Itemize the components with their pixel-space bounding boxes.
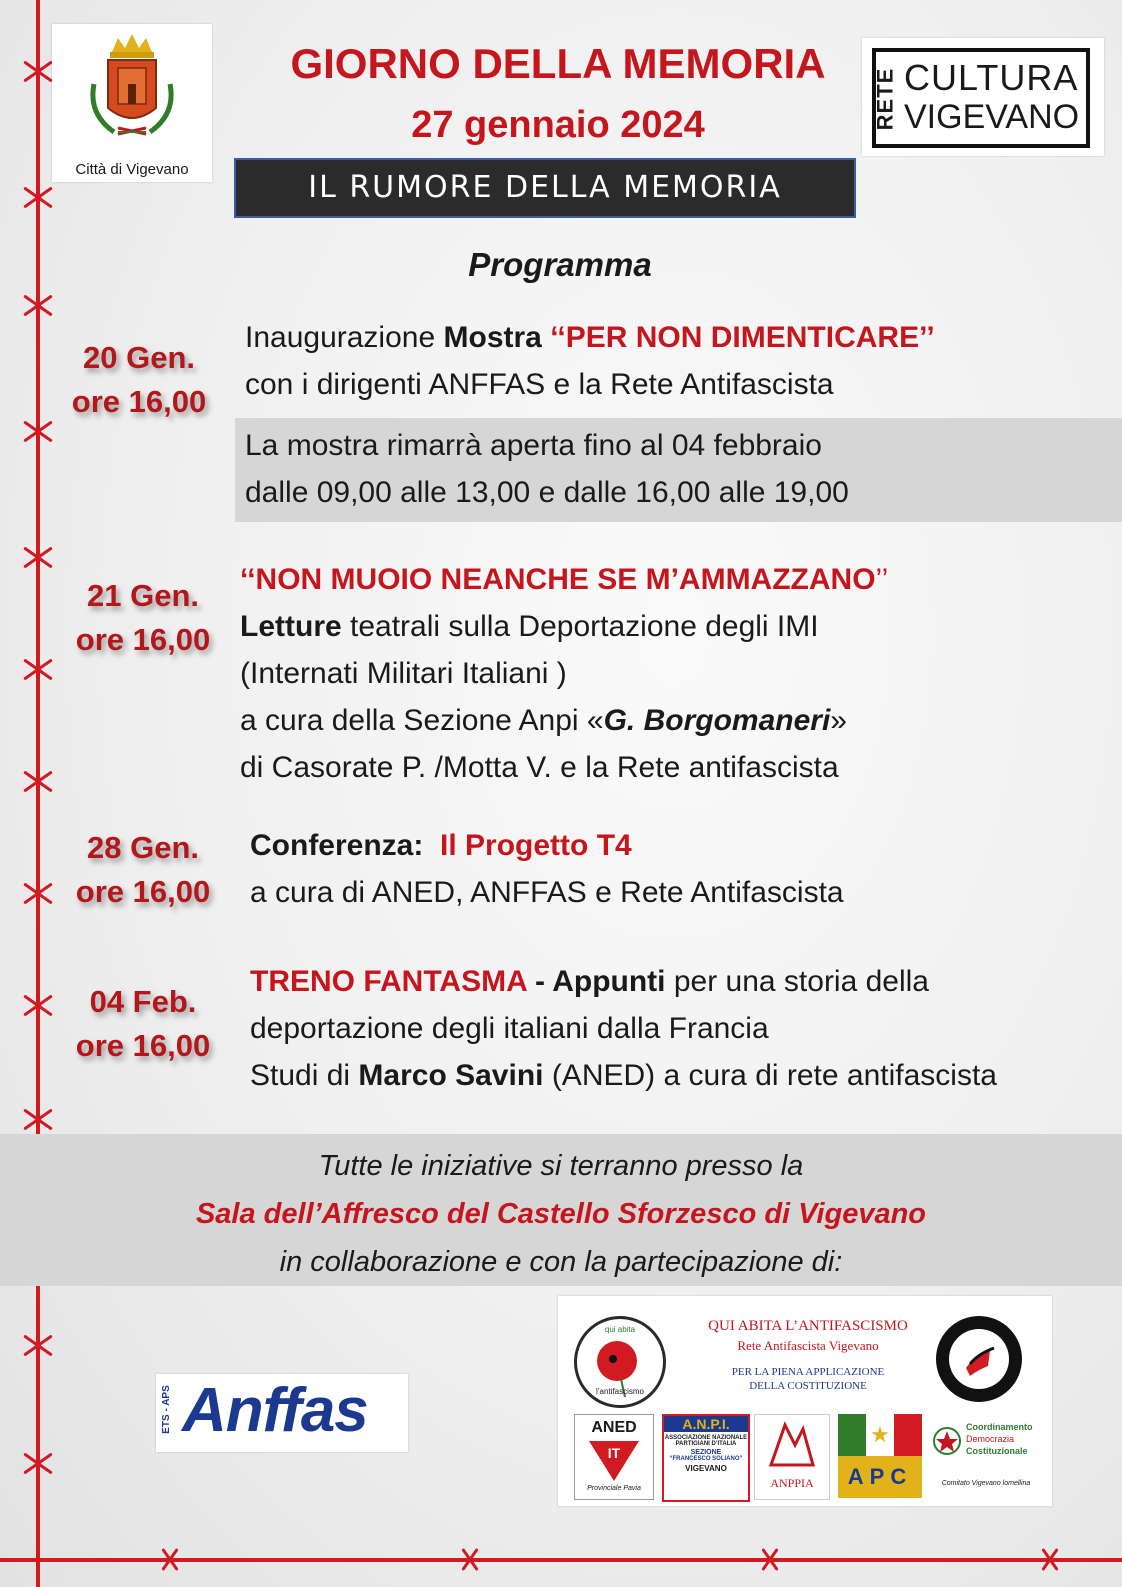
- event-2-line3: (Internati Militari Italiani ): [240, 657, 567, 690]
- event-4-line3: [250, 1052, 997, 1099]
- venue-band: [0, 1134, 1122, 1286]
- anpi-city: VIGEVANO: [685, 1464, 727, 1473]
- event-2-line4: [240, 697, 847, 744]
- event-2-title-quote: ’’: [875, 563, 889, 596]
- event-2-curator-post: »: [830, 704, 847, 737]
- event-4-line1: [250, 958, 929, 1005]
- venue-name: Sala dell’Affresco del Castello Sforzesco di Vigevano: [195, 1198, 927, 1230]
- event-3-title: Il Progetto T4: [423, 829, 632, 862]
- event-4-curator: (ANED) a cura di rete antifascista: [543, 1059, 997, 1092]
- anpi-text: A.N.P.I.: [664, 1416, 748, 1432]
- event-2-curator-name: G. Borgomaneri: [603, 704, 831, 737]
- republic-emblem-icon: [932, 1426, 962, 1456]
- event-3-line1: [250, 822, 632, 869]
- l-antifascismo-text: l’antifascismo: [595, 1387, 644, 1396]
- anppia-emblem-icon: [755, 1415, 829, 1471]
- event-4-studi: Studi di: [250, 1059, 359, 1092]
- event-2-line1: [240, 556, 888, 603]
- antifa-flags-icon: [936, 1316, 1022, 1402]
- antifa-line2: DELLA COSTITUZIONE: [749, 1380, 867, 1392]
- anppia-logo: [754, 1414, 830, 1500]
- venue-line1: Tutte le iniziative si terranno presso la: [318, 1150, 804, 1182]
- apc-star-icon: ★: [866, 1414, 894, 1456]
- antifa-title: QUI ABITA L’ANTIFASCISMO: [708, 1318, 908, 1334]
- coord-line3: Costituzionale: [966, 1446, 1028, 1456]
- coord-sub: Comitato Vigevano lomellina: [941, 1480, 1031, 1487]
- event-2-time: ore 16,00: [75, 622, 211, 657]
- anpi-name: “FRANCESCO SOLIANO”: [669, 1456, 743, 1462]
- event-1-prefix: Inaugurazione: [245, 321, 444, 354]
- city-crest-icon: [52, 24, 212, 154]
- event-3-conferenza: Conferenza:: [250, 829, 424, 862]
- program-heading: Programma: [468, 246, 652, 283]
- anpi-logo: [662, 1414, 750, 1502]
- coordinamento-logo: [930, 1414, 1042, 1498]
- qui-abita-badge: [574, 1316, 666, 1408]
- event-4-desc: per una storia della: [665, 965, 929, 998]
- event-3-date: [52, 826, 234, 914]
- antifa-sub: Rete Antifascista Vigevano: [737, 1338, 879, 1353]
- event-4-appunti: - Appunti: [526, 965, 666, 998]
- rete-cultura-logo: [862, 38, 1104, 156]
- apc-text: APC: [838, 1456, 922, 1498]
- partners-panel: [558, 1296, 1052, 1506]
- event-4-author: Marco Savini: [358, 1059, 544, 1092]
- event-1-day: 20 Gen.: [83, 340, 195, 375]
- banner: [234, 158, 856, 218]
- event-2-line2: [240, 603, 819, 650]
- antifa-flag-badge: [936, 1316, 1022, 1402]
- venue-line3: in collaborazione e con la partecipazione di:: [279, 1246, 843, 1278]
- event-1-date: [48, 336, 230, 424]
- event-1-note-band: [235, 418, 1122, 522]
- coord-line2: Democrazia: [966, 1434, 1015, 1444]
- event-1-line2: con i dirigenti ANFFAS e la Rete Antifascista: [245, 368, 834, 401]
- event-1-note2: dalle 09,00 alle 13,00 e dalle 16,00 alle 19,00: [245, 476, 849, 509]
- event-3-line2: a cura di ANED, ANFFAS e Rete Antifascista: [250, 876, 844, 909]
- rete-logo-line1: CULTURA: [904, 57, 1079, 98]
- qui-abita-text: qui abita: [604, 1325, 636, 1334]
- event-2-desc: teatrali sulla Deportazione degli IMI: [341, 610, 819, 643]
- event-date: 27 gennaio 2024: [411, 104, 705, 146]
- event-2-day: 21 Gen.: [87, 578, 199, 613]
- city-logo: [52, 24, 212, 182]
- event-4-day: 04 Feb.: [89, 984, 197, 1019]
- anpi-sezione: SEZIONE: [690, 1449, 722, 1456]
- event-4-date: [52, 980, 234, 1068]
- aned-it: IT: [607, 1445, 621, 1461]
- aned-text: ANED: [591, 1419, 637, 1436]
- event-1-mostra: Mostra: [443, 321, 542, 354]
- event-1-time: ore 16,00: [71, 384, 207, 419]
- event-1-note1: La mostra rimarrà aperta fino al 04 febbraio: [245, 429, 822, 462]
- event-4-line2: deportazione degli italiani dalla Francia: [250, 1012, 769, 1045]
- aned-logo: [574, 1414, 654, 1500]
- banner-text: IL RUMORE DELLA MEMORIA: [308, 170, 782, 205]
- event-1-line1: [245, 314, 935, 361]
- rete-logo-side: RETE: [872, 67, 898, 131]
- apc-logo: [838, 1414, 922, 1498]
- event-1-exhibit-title: ‘‘PER NON DIMENTICARE’’: [541, 321, 935, 354]
- anffas-logo: [156, 1374, 408, 1452]
- city-logo-caption: Città di Vigevano: [75, 161, 189, 178]
- event-title: GIORNO DELLA MEMORIA: [290, 40, 826, 87]
- event-3-day: 28 Gen.: [87, 830, 199, 865]
- coord-line1: Coordinamento: [966, 1422, 1033, 1432]
- anpi-sub1: ASSOCIAZIONE NAZIONALE: [664, 1435, 748, 1441]
- event-4-title: TRENO FANTASMA: [250, 965, 527, 998]
- event-2-title: ‘‘NON MUOIO NEANCHE SE M’AMMAZZANO: [240, 563, 876, 596]
- rete-logo-line2: VIGEVANO: [904, 98, 1080, 136]
- anffas-wordmark: Anffas: [182, 1376, 368, 1445]
- event-2-line5: di Casorate P. /Motta V. e la Rete antifascista: [240, 751, 839, 784]
- event-2-curator-pre: a cura della Sezione Anpi «: [240, 704, 604, 737]
- anppia-text: ANPPIA: [770, 1476, 814, 1490]
- anpi-sub2: PARTIGIANI D’ITALIA: [675, 1441, 737, 1447]
- event-2-date: [52, 574, 234, 662]
- event-2-letture: Letture: [240, 610, 342, 643]
- antifa-line1: PER LA PIENA APPLICAZIONE: [731, 1366, 885, 1378]
- event-4-time: ore 16,00: [75, 1028, 211, 1063]
- event-3-time: ore 16,00: [75, 874, 211, 909]
- aned-sub: Provinciale Pavia: [587, 1485, 641, 1492]
- anffas-side: ETS - APS: [160, 1385, 172, 1434]
